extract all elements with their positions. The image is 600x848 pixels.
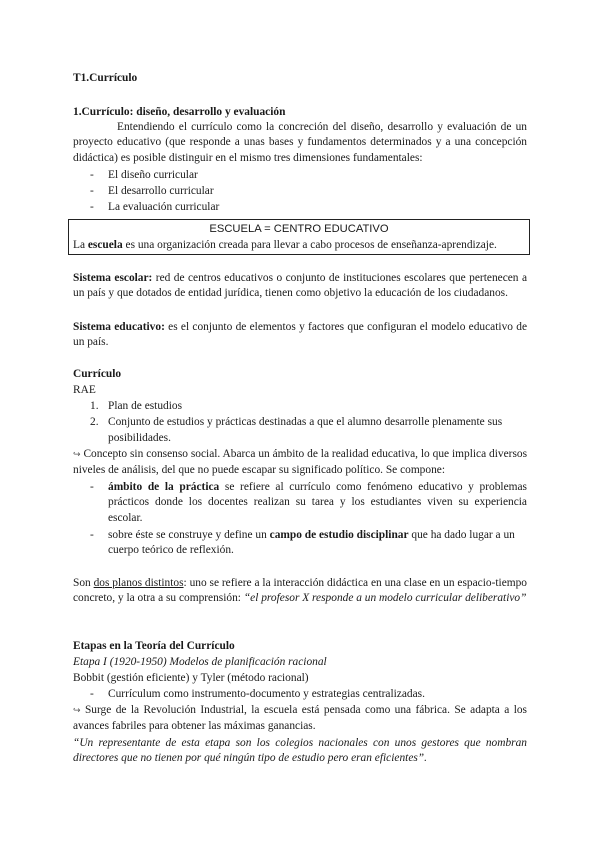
list-item-continued: posibilidades.: [108, 432, 171, 444]
etapa-quote: “Un representante de esta etapa son los colegios nacionales con unos gestores que nombran directores que no tienen por qué ningún tipo de estudio pero eran eficientes”.: [73, 737, 527, 765]
sistema-educativo-paragraph: Sistema educativo: es el conjunto de elementos y factores que configuran el modelo educativo de un país.: [73, 321, 527, 349]
term-sistema-escolar: Sistema escolar:: [73, 272, 153, 284]
sistema-escolar-paragraph: Sistema escolar: red de centros educativos o conjunto de instituciones escolares que pertenecen a un país y que dotados de entidad jurídica, tienen como objetivo la educación de los ciudadanos.: [73, 272, 527, 300]
section-heading-etapas: Etapas en la Teoría del Currículo: [73, 640, 235, 652]
list-bullet: -: [90, 529, 94, 541]
section-heading-curriculo: Currículo: [73, 368, 122, 380]
document-title: T1.Currículo: [73, 72, 138, 84]
term-escuela: escuela: [87, 239, 123, 251]
source-rae: RAE: [73, 384, 96, 396]
intro-paragraph: Entendiendo el currículo como la concreción del diseño, desarrollo y evaluación de un proyecto educativo (que responde a unas bases y fundamentos determinados y a una concepción didáctica) es posible distinguir en el mismo tres dimensiones fundamentales:: [73, 121, 527, 164]
list-bullet: -: [90, 201, 94, 213]
concept-paragraph: ↪ Concepto sin consenso social. Abarca un ámbito de la realidad educativa, lo que implica diversos niveles de análisis, del que no puede escapar su significado político. Se compone:: [73, 448, 527, 477]
box-title: ESCUELA = CENTRO EDUCATIVO: [209, 223, 389, 235]
section-heading-curriculo-diseno: 1.Currículo: diseño, desarrollo y evaluación: [73, 106, 286, 118]
list-number: 1.: [90, 400, 99, 412]
list-item: El diseño curricular: [108, 169, 198, 181]
list-item-ambito: ámbito de la práctica se refiere al currículo como fenómeno educativo y problemas prácticos donde los docentes realizan su tarea y los estudiantes viven su experiencia escolar.: [108, 481, 527, 524]
list-item: La evaluación curricular: [108, 201, 220, 213]
list-item: Plan de estudios: [108, 400, 183, 412]
list-bullet: -: [90, 481, 94, 493]
term-ambito-practica: ámbito de la práctica: [108, 481, 220, 493]
list-bullet: -: [90, 688, 94, 700]
list-item: Currículum como instrumento-documento y estrategias centralizadas.: [108, 688, 425, 700]
planos-paragraph: Son dos planos distintos: uno se refiere a la interacción didáctica en una clase en un espacio-tiempo concreto, y la otra a su comprensión: “el profesor X responde a un modelo curricular deliberativo”: [73, 577, 527, 605]
revolution-paragraph: ↪ Surge de la Revolución Industrial, la escuela está pensada como una fábrica. Se adapta a los avances fabriles para obtener las máximas ganancias.: [73, 704, 527, 733]
term-campo-estudio: campo de estudio disciplinar: [269, 529, 409, 541]
etapa-heading: Etapa I (1920-1950) Modelos de planificación racional: [73, 656, 327, 668]
return-arrow-icon: ↪: [73, 706, 81, 716]
list-number: 2.: [90, 416, 99, 428]
list-item: Conjunto de estudios y prácticas destinadas a que el alumno desarrolle plenamente sus: [108, 416, 503, 428]
planos-quote: “el profesor X responde a un modelo curricular deliberativo”: [243, 592, 527, 605]
list-bullet: -: [90, 185, 94, 197]
return-arrow-icon: ↪: [73, 450, 81, 460]
list-item-campo: sobre éste se construye y define un campo de estudio disciplinar que ha dado lugar a un cuerpo teórico de reflexión.: [108, 529, 515, 557]
term-dos-planos: dos planos distintos: [93, 577, 184, 589]
box-definition: La escuela es una organización creada para llevar a cabo procesos de enseñanza-aprendizaje.: [73, 239, 497, 251]
list-item: El desarrollo curricular: [108, 185, 214, 197]
definition-box: [68, 219, 530, 255]
list-bullet: -: [90, 169, 94, 181]
term-sistema-educativo: Sistema educativo:: [73, 321, 165, 333]
authors-line: Bobbit (gestión eficiente) y Tyler (método racional): [73, 672, 309, 684]
